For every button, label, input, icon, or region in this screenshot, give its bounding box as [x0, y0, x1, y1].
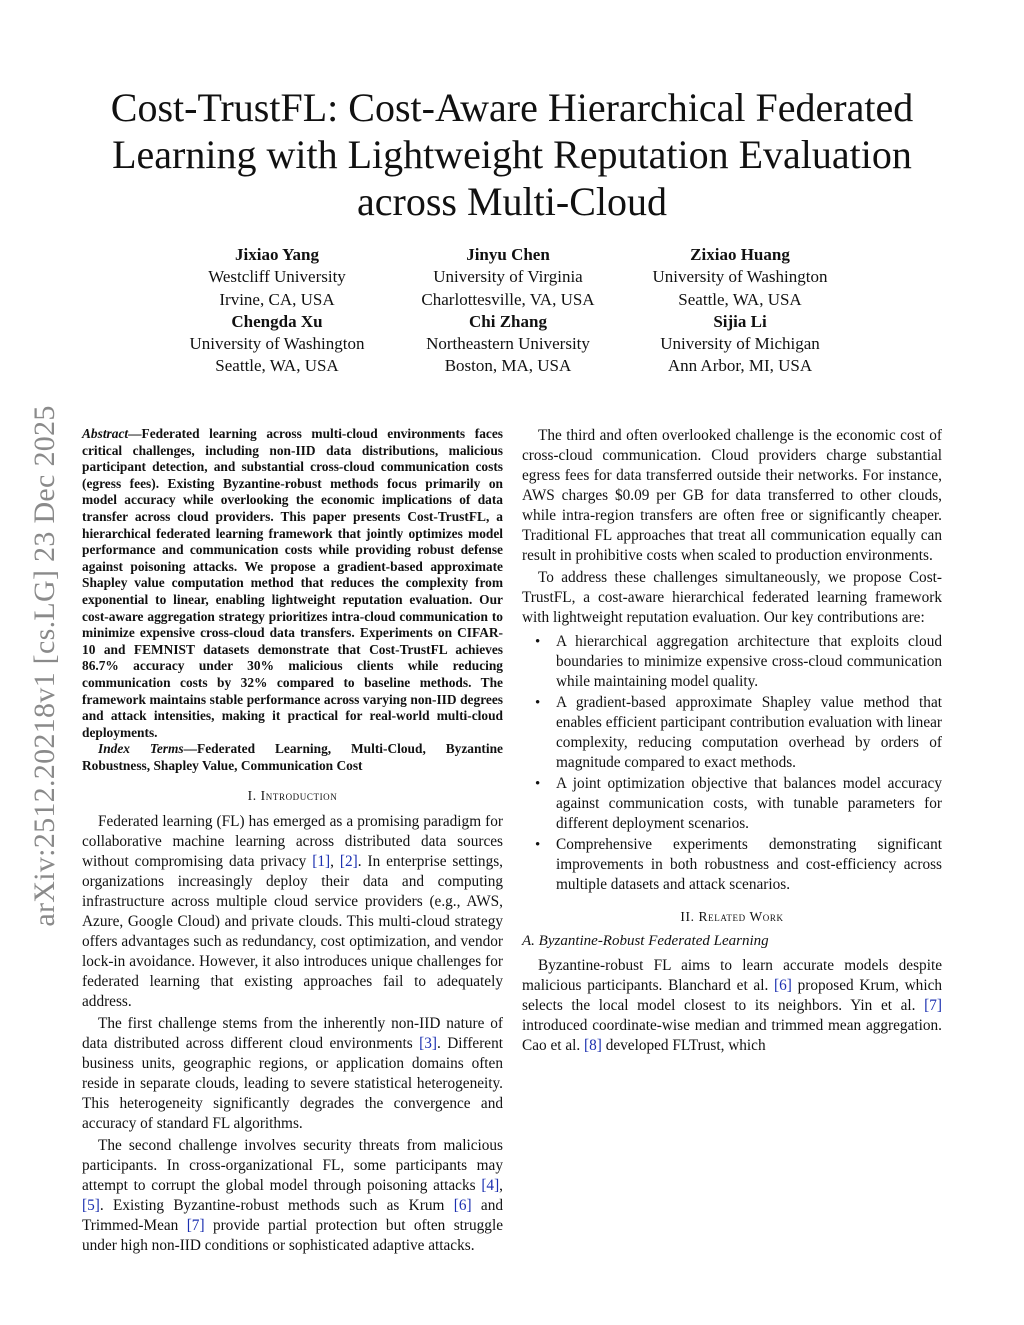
text-run: Byzantine-robust FL aims to learn accurate models despite malicious participants. Blanchard et al. [522, 957, 942, 994]
section-heading-related-work: II. Related Work [680, 909, 784, 924]
related-work-paragraph [522, 956, 942, 1056]
text-run: , [330, 853, 340, 871]
text-run: provide partial protection but often struggle under high non-IID conditions or sophisticated adaptive attacks. [82, 1217, 503, 1255]
text-run: . In enterprise settings, organizations increasingly deploy their data and computing infrastructure across multiple cloud service providers (e.g., AWS, Azure, Google Cloud) and private clouds. This multi-cloud strategy offers advantages such as redundancy, cost optimization, and vendor lock-in avoidance. However, it also introduces unique challenges for federated learning that existing approaches fail to adequately address. [82, 853, 503, 1011]
author-name: Chi Zhang [469, 311, 547, 331]
author-column [620, 244, 860, 378]
author-affiliation: University of Michigan [660, 334, 820, 354]
index-terms [82, 741, 503, 774]
author-affiliation: University of Washington [189, 334, 365, 354]
author-location: Ann Arbor, MI, USA [667, 356, 813, 376]
author-name: Chengda Xu [231, 311, 323, 331]
citation-link[interactable]: [7] [924, 997, 942, 1014]
author-name: Zixiao Huang [690, 245, 790, 264]
citation-link[interactable]: [8] [584, 1037, 602, 1054]
text-run: , [499, 1177, 503, 1195]
citation-link[interactable]: [6] [453, 1197, 472, 1215]
index-terms-body: —Federated Learning, Multi-Cloud, Byzantine Robustness, Shapley Value, Communication Cost [82, 741, 503, 773]
author-location: Seattle, WA, USA [215, 356, 339, 376]
author-location: Irvine, CA, USA [219, 289, 335, 309]
subsection-heading: A. Byzantine-Robust Federated Learning [522, 933, 769, 949]
list-item: • A gradient-based approximate Shapley value method that enables efficient participant contribution evaluation with linear complexity, reducing computation overhead by orders of magnitude compared to exact methods. [522, 693, 942, 773]
intro-paragraph-5: To address these challenges simultaneously, we propose Cost-TrustFL, a cost-aware hierarchical federated learning framework with lightweight reputation evaluation. Our key contributions are: [522, 569, 942, 626]
paper-title [60, 84, 964, 225]
title-line: across Multi-Cloud [357, 179, 667, 224]
abstract [82, 426, 503, 774]
left-column [82, 426, 503, 1258]
intro-paragraph-4: The third and often overlooked challenge is the economic cost of cross-cloud communication. Cloud providers charge substantial egress fees for data transferred outside their networks. For instance, AWS charges $0.09 per GB for data transferred to other clouds, while intra-region transfers are often free or significantly cheaper. Traditional FL approaches that treat all communication equally can result in prohibitive costs when scaled to production environments. [522, 427, 942, 564]
text-run: developed FLTrust, which [601, 1037, 766, 1054]
text-run: and Trimmed-Mean [82, 1197, 503, 1235]
arxiv-identifier: arXiv:2512.20218v1 [cs.LG] 23 Dec 2025 [28, 405, 61, 927]
citation-link[interactable]: [2] [339, 853, 358, 871]
author-column [157, 244, 397, 378]
right-column [522, 426, 942, 1058]
title-line: Cost-TrustFL: Cost-Aware Hierarchical Federated [110, 85, 914, 130]
arxiv-stamp [10, 376, 80, 956]
citation-link[interactable]: [5] [82, 1197, 100, 1215]
author-location: Charlottesville, VA, USA [421, 289, 595, 309]
citation-link[interactable]: [7] [186, 1217, 205, 1235]
citation-link[interactable]: [3] [419, 1035, 437, 1053]
section-heading-introduction: I. Introduction [247, 788, 338, 804]
contributions-list [522, 632, 942, 895]
abstract-body: —Federated learning across multi-cloud environments faces critical challenges, including non-IID data distributions, malicious participant detection, and substantial cross-cloud communication costs (egress fees). Existing Byzantine-robust methods focus primarily on model accuracy while overlooking the economic implications of data transfer across cloud providers. This paper presents Cost-TrustFL, a hierarchical federated learning framework that jointly optimizes model performance and communication costs while providing robust defense against poisoning attacks. We propose a gradient-based approximate Shapley value computation method that reduces the complexity from exponential to linear, enabling lightweight reputation evaluation. Our cost-aware aggregation strategy prioritizes intra-cloud communication to minimize expensive cross-cloud data transfers. Experiments on CIFAR-10 and FEMNIST datasets demonstrate that Cost-TrustFL achieves 86.7% accuracy under 30% malicious clients while reducing communication costs by 32% compared to baseline methods. The framework maintains stable performance across varying non-IID degrees and attack intensities, making it practical for real-world multi-cloud deployments. [82, 426, 503, 740]
text-run: The first challenge stems from the inherently non-IID nature of data distributed across different cloud environments [82, 1015, 503, 1053]
author-affiliation: Westcliff University [208, 267, 346, 287]
author-location: Seattle, WA, USA [678, 289, 802, 309]
author-affiliation: University of Virginia [433, 267, 583, 287]
intro-paragraph-1 [82, 812, 503, 1012]
text-run: . Different business units, geographic regions, or application domains often reside in separate clouds, leading to severe statistical heterogeneity. This heterogeneity significantly degrades the convergence and accuracy of standard FL algorithms. [82, 1035, 503, 1133]
author-affiliation: University of Washington [652, 267, 828, 287]
citation-link[interactable]: [6] [774, 977, 792, 994]
index-terms-label: Index Terms [98, 741, 184, 757]
intro-paragraph-3-start [82, 1136, 503, 1256]
text-run: proposed Krum, which selects the local model closest to its neighbors. Yin et al. [522, 977, 943, 1014]
list-item: • A joint optimization objective that balances model accuracy against communication costs, with tunable parameters for different deployment scenarios. [522, 774, 942, 834]
author-column [388, 244, 628, 378]
text-run: introduced coordinate-wise median and trimmed mean aggregation. Cao et al. [522, 1017, 942, 1054]
author-name: Sijia Li [713, 311, 767, 331]
citation-link[interactable]: [1] [312, 853, 331, 871]
title-line: Learning with Lightweight Reputation Evaluation [112, 132, 912, 177]
list-item: • A hierarchical aggregation architecture that exploits cloud boundaries to minimize expensive cross-cloud communication while maintaining model quality. [522, 632, 942, 692]
author-affiliation: Northeastern University [426, 334, 590, 354]
author-name: Jixiao Yang [235, 245, 319, 264]
text-run: . Existing Byzantine-robust methods such as Krum [99, 1197, 454, 1215]
author-name: Jinyu Chen [466, 245, 550, 264]
abstract-label: Abstract [82, 426, 129, 441]
text-run: The second challenge involves security threats from malicious participants. In cross-organizational FL, some participants may attempt to corrupt the global model through poisoning attacks [82, 1137, 503, 1195]
author-block [0, 244, 1024, 384]
author-location: Boston, MA, USA [444, 356, 572, 376]
list-item: • Comprehensive experiments demonstrating significant improvements in both robustness and cost-efficiency across multiple datasets and attack scenarios. [522, 835, 942, 895]
abstract-text [82, 426, 503, 741]
text-run: Federated learning (FL) has emerged as a promising paradigm for collaborative machine learning across distributed data sources without compromising data privacy [82, 813, 503, 871]
citation-link[interactable]: [4] [481, 1177, 500, 1195]
intro-paragraph-2 [82, 1014, 503, 1134]
